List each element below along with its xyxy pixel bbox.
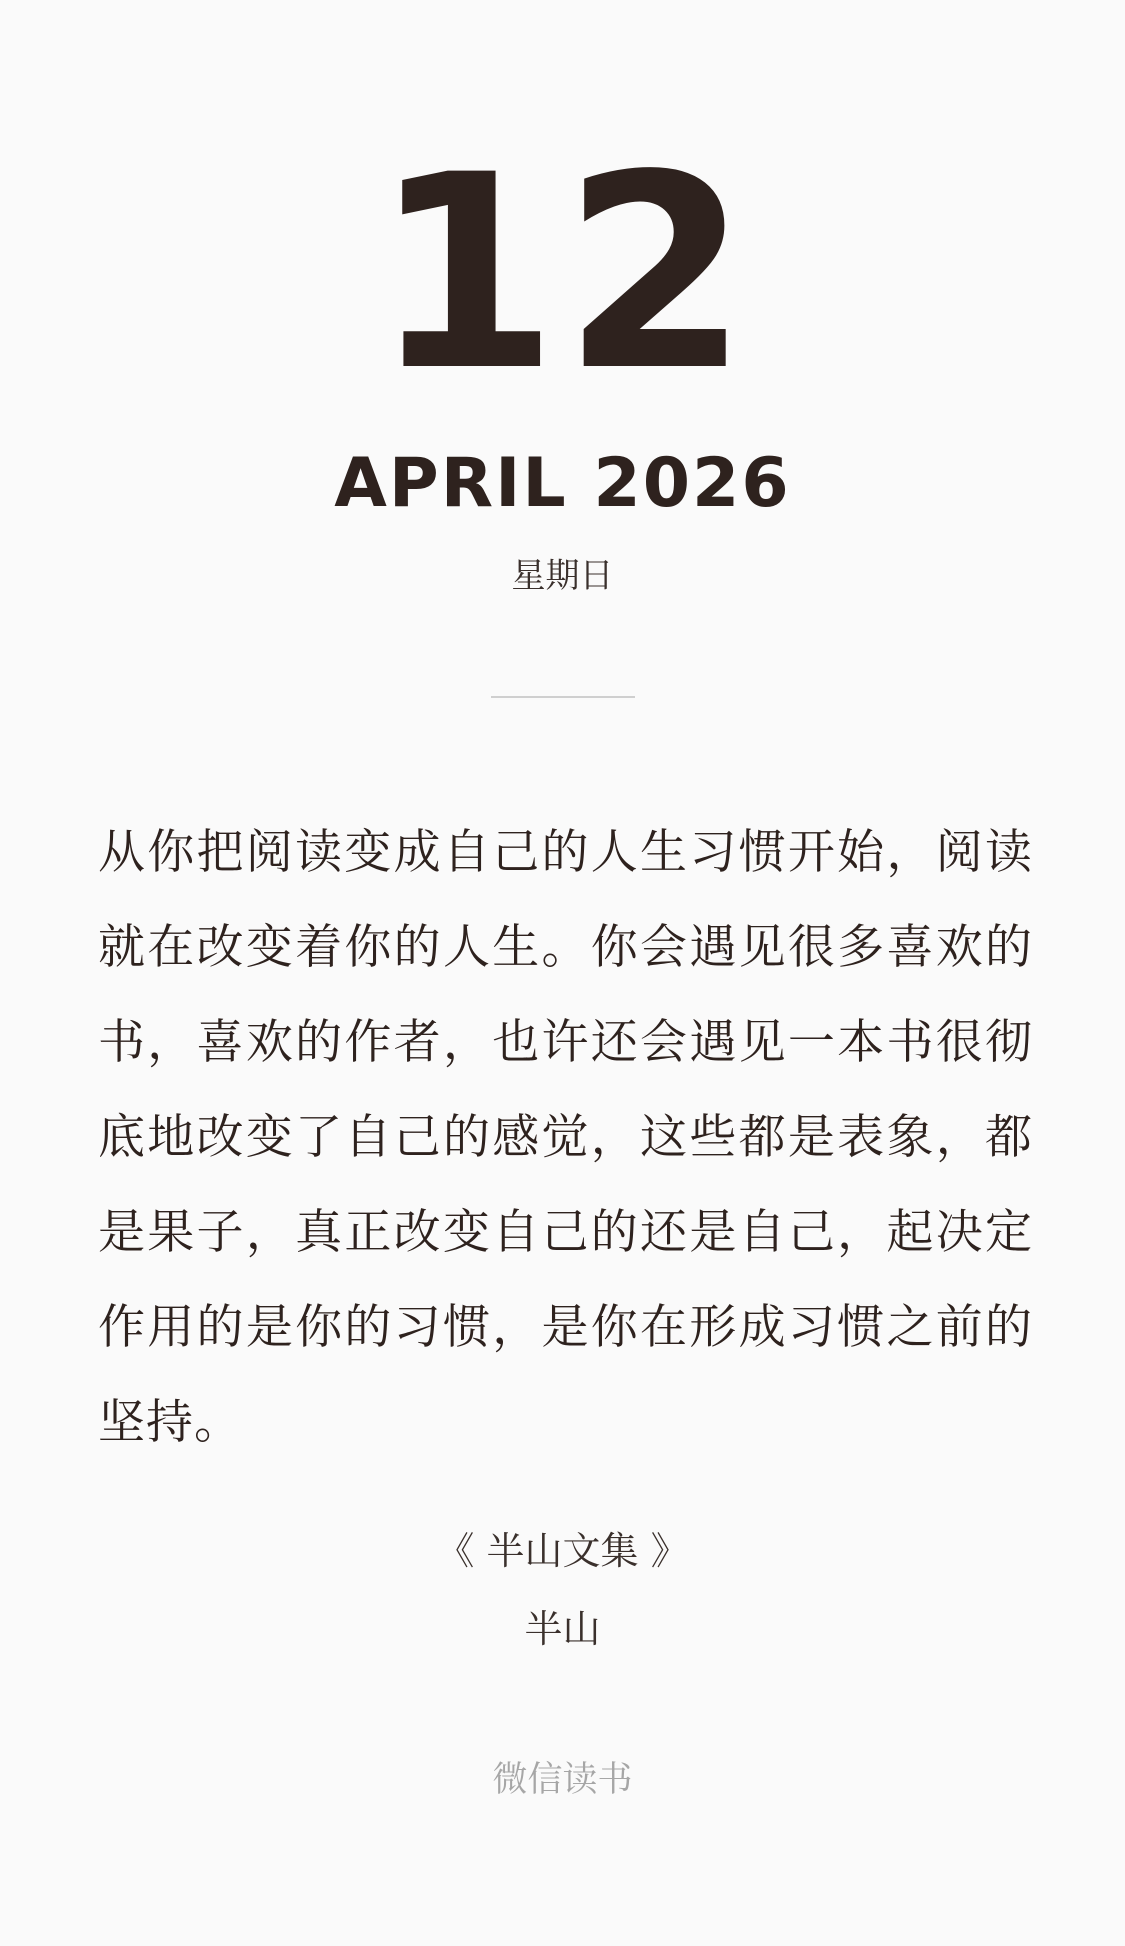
author-name: 半山 (524, 1607, 601, 1651)
month-year: APRIL 2026 (334, 444, 791, 523)
brand-label: 微信读书 (492, 1760, 633, 1800)
book-title: 《 半山文集 》 (436, 1529, 689, 1573)
day-number: 12 (372, 118, 753, 430)
divider (491, 696, 635, 698)
quote-text: 从你把阅读变成自己的人生习惯开始，阅读就在改变着你的人生。你会遇见很多喜欢的书，喜欢的作者，也许还会遇见一本书很彻底地改变了自己的感觉，这些都是表象，都是果子，真正改变自己的还是自己，起决定作用的是你的习惯，是你在形成习惯之前的坚持。 (98, 825, 1033, 1450)
weekday: 星期日 (511, 556, 614, 596)
